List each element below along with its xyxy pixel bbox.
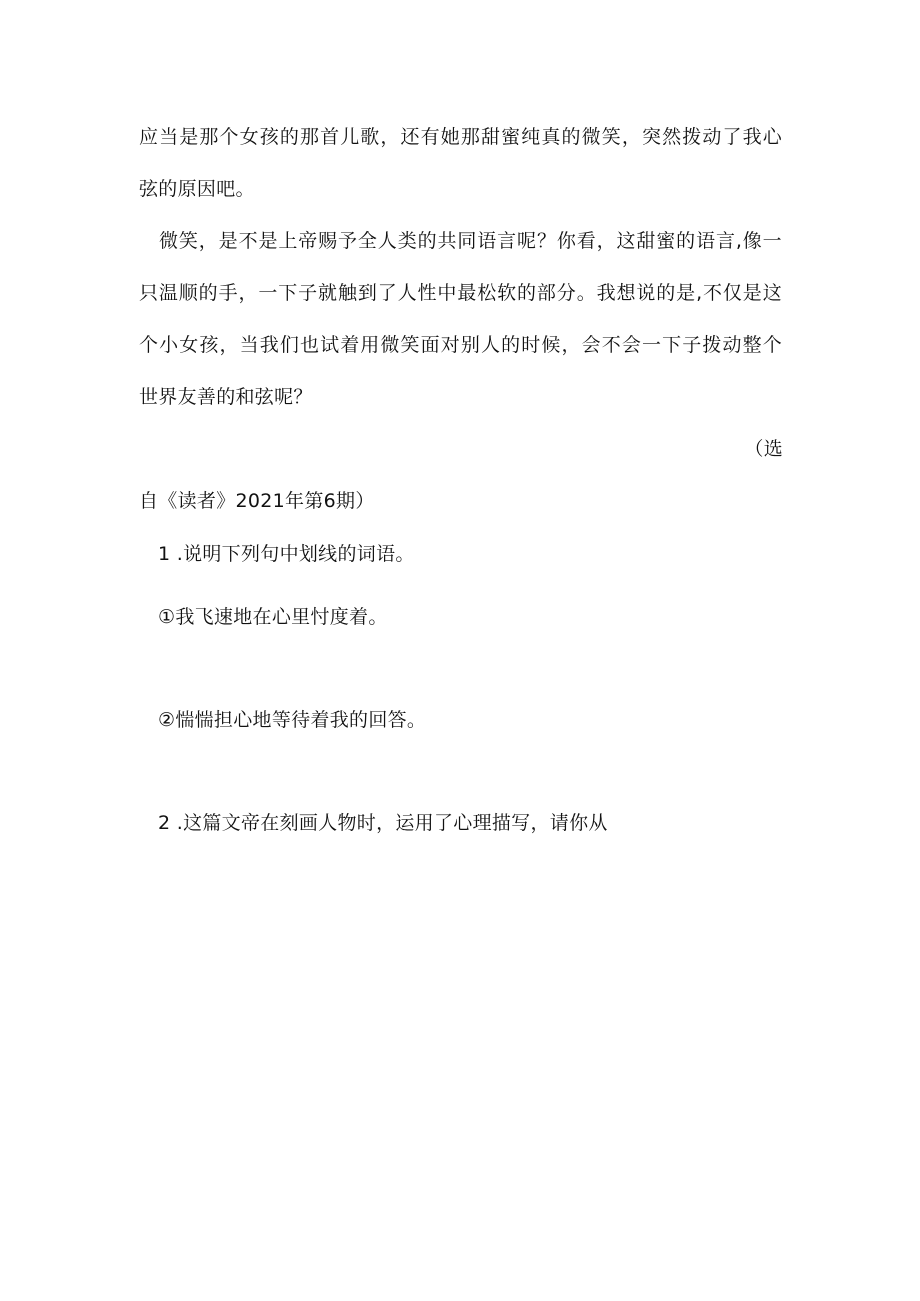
paragraph-1-line-1: 应当是那个女孩的那首儿歌，还有她那甜蜜纯真的微笑，突然拨动了我心 <box>139 126 782 148</box>
question-1-item-1: ①我飞速地在心里忖度着。 <box>158 606 388 628</box>
question-1: 1 .说明下列句中划线的词语。 <box>158 543 415 565</box>
paragraph-2-line-1: 微笑，是不是上帝赐予全人类的共同语言呢？你看，这甜蜜的语言,像一 <box>159 230 782 252</box>
source-citation-start: （选 <box>744 438 783 460</box>
paragraph-2-line-4: 世界友善的和弦呢？ <box>139 386 313 408</box>
paragraph-2-line-2: 只温顺的手，一下子就触到了人性中最松软的部分。我想说的是,不仅是这 <box>139 282 782 304</box>
paragraph-2-line-3: 个小女孩，当我们也试着用微笑面对别人的时候，会不会一下子拨动整个 <box>139 334 782 356</box>
question-2: 2 .这篇文帝在刻画人物时，运用了心理描写，请你从 <box>158 812 608 834</box>
source-citation-end: 自《读者》2021年第6期） <box>139 490 375 512</box>
question-1-item-2: ②惴惴担心地等待着我的回答。 <box>158 709 427 731</box>
paragraph-1-line-2: 弦的原因吧。 <box>139 178 255 200</box>
